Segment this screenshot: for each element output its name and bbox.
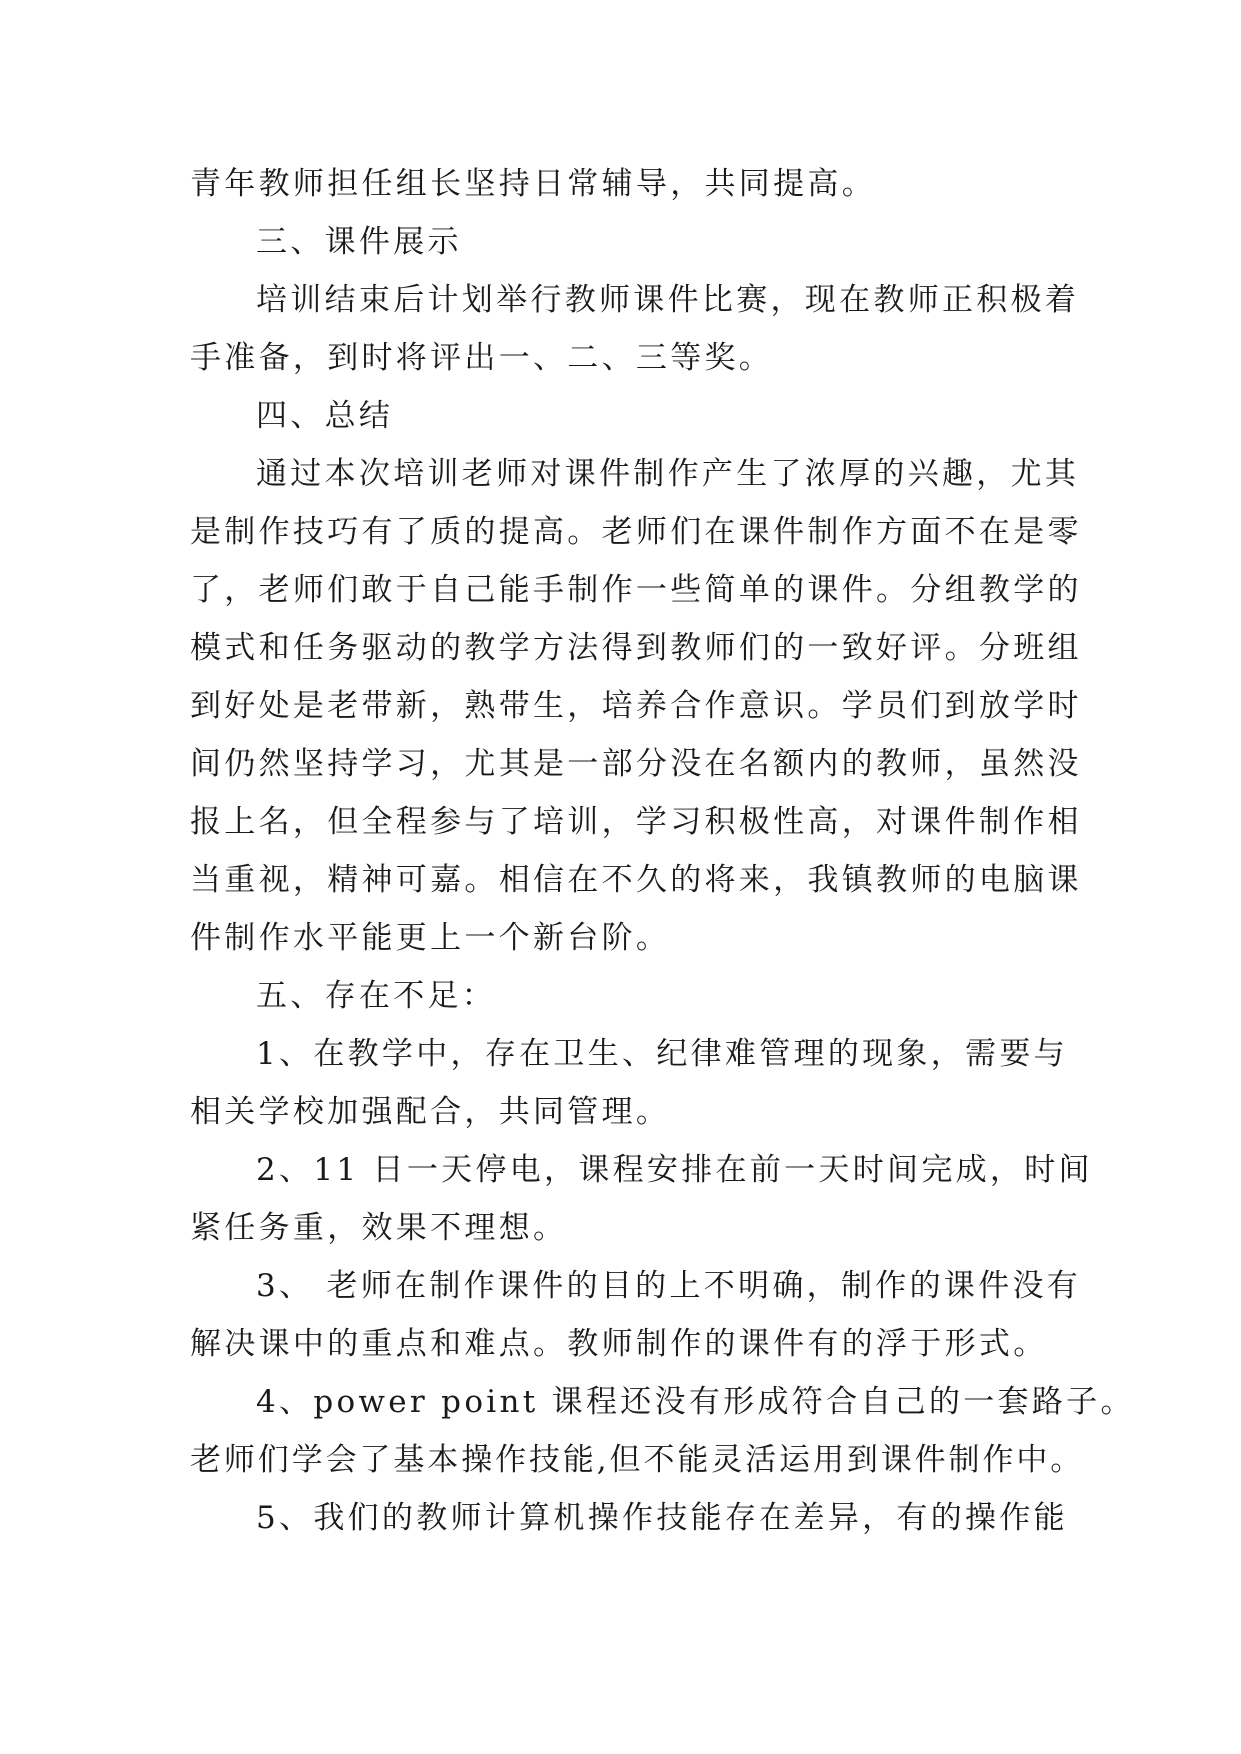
section-heading: 四、总结: [256, 398, 394, 434]
text-line: 间仍然坚持学习，尤其是一部分没在名额内的教师，虽然没: [190, 746, 1082, 782]
list-item: 1、在教学中，存在卫生、纪律难管理的现象，需要与: [256, 1036, 1068, 1072]
text-line: 紧任务重，效果不理想。: [190, 1210, 568, 1246]
section-heading: 三、课件展示: [256, 224, 462, 260]
text-line: 通过本次培训老师对课件制作产生了浓厚的兴趣，尤其: [256, 456, 1080, 492]
text-line: 模式和任务驱动的教学方法得到教师们的一致好评。分班组: [190, 630, 1082, 666]
document-body: [190, 155, 1135, 1547]
section-heading: 五、存在不足：: [256, 978, 497, 1014]
text-line: 培训结束后计划举行教师课件比赛，现在教师正积极着: [256, 282, 1080, 318]
text-line: 报上名，但全程参与了培训，学习积极性高，对课件制作相: [190, 804, 1082, 840]
text-line: 当重视，精神可嘉。相信在不久的将来，我镇教师的电脑课: [190, 862, 1082, 898]
text-line: 青年教师担任组长坚持日常辅导，共同提高。: [190, 166, 876, 202]
list-item: 5、我们的教师计算机操作技能存在差异，有的操作能: [256, 1500, 1068, 1536]
text-line: 到好处是老带新，熟带生，培养合作意识。学员们到放学时: [190, 688, 1082, 724]
list-item: 2、11 日一天停电，课程安排在前一天时间完成，时间: [256, 1152, 1093, 1188]
text-line: 解决课中的重点和难点。教师制作的课件有的浮于形式。: [190, 1326, 1048, 1362]
text-line: 手准备，到时将评出一、二、三等奖。: [190, 340, 774, 376]
text-line: 件制作水平能更上一个新台阶。: [190, 920, 671, 956]
list-item: 4、power point 课程还没有形成符合自己的一套路子。: [256, 1384, 1135, 1420]
text-line: 是制作技巧有了质的提高。老师们在课件制作方面不在是零: [190, 514, 1082, 550]
text-line: 老师们学会了基本操作技能,但不能灵活运用到课件制作中。: [190, 1442, 1085, 1478]
text-line: 了，老师们敢于自己能手制作一些简单的课件。分组教学的: [190, 572, 1082, 608]
list-item: 3、 老师在制作课件的目的上不明确，制作的课件没有: [256, 1268, 1082, 1304]
text-line: 相关学校加强配合，共同管理。: [190, 1094, 671, 1130]
